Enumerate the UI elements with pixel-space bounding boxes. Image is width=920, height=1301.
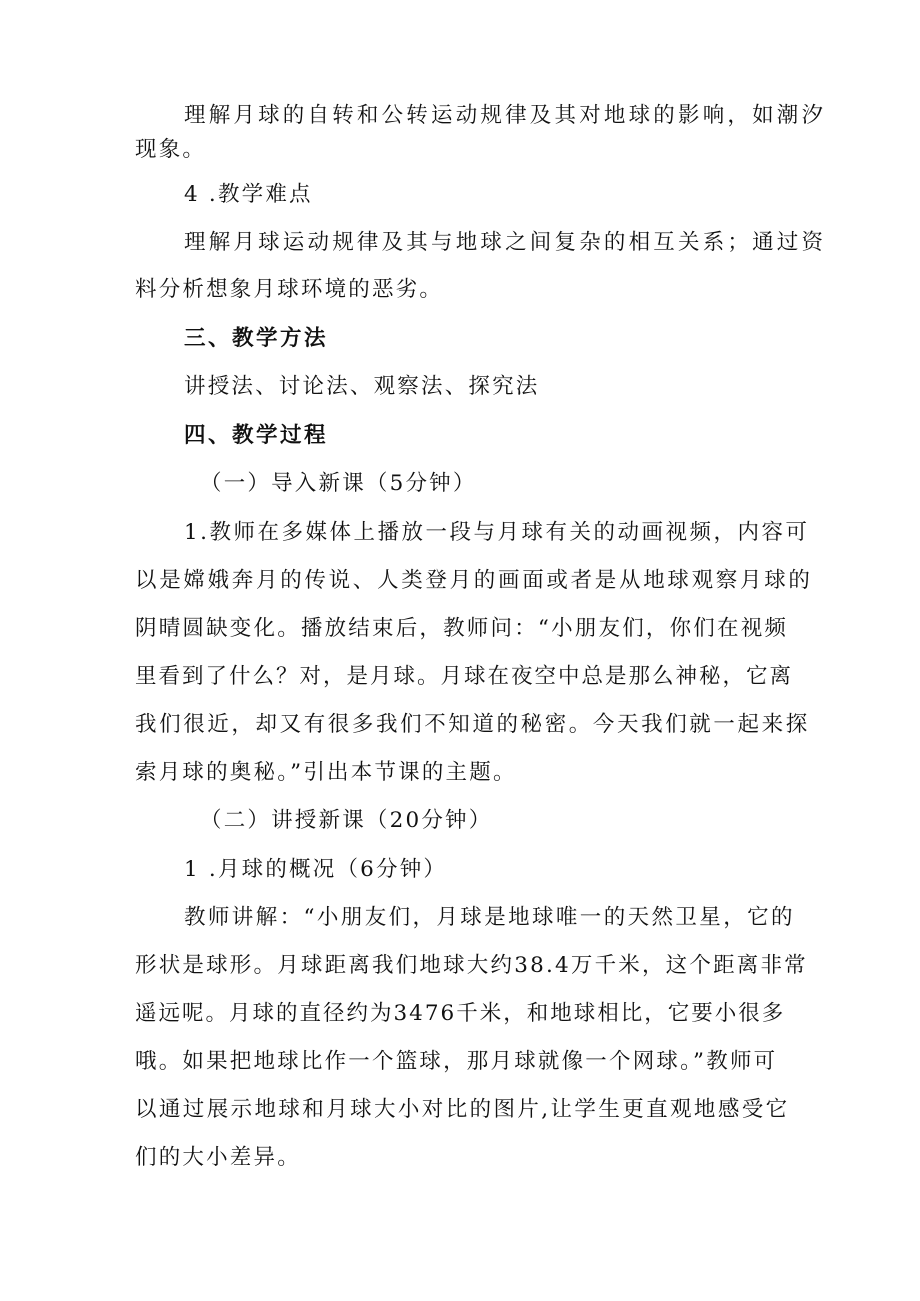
section-heading-teaching-difficulty: 4 .教学难点 bbox=[184, 182, 313, 207]
paragraph-line: 们的大小差异。 bbox=[135, 1145, 301, 1170]
paragraph-line: 哦。如果把地球比作一个篮球，那月球就像一个网球。”教师可 bbox=[135, 1049, 778, 1074]
subsection-heading-new-lesson: （二）讲授新课（20分钟） bbox=[200, 808, 493, 833]
paragraph-line: 理解月球的自转和公转运动规律及其对地球的影响，如潮汐 bbox=[184, 103, 827, 128]
subsection-heading-intro: （一）导入新课（5分钟） bbox=[200, 471, 477, 496]
paragraph-line: 以是嫦娥奔月的传说、人类登月的画面或者是从地球观察月球的 bbox=[135, 568, 813, 593]
paragraph-line: 以通过展示地球和月球大小对比的图片,让学生更直观地感受它 bbox=[135, 1097, 790, 1122]
paragraph-line: 教师讲解：“小朋友们，月球是地球唯一的天然卫星，它的 bbox=[184, 905, 795, 930]
paragraph-line: 索月球的奥秘。”引出本节课的主题。 bbox=[135, 760, 517, 785]
paragraph-line: 阴晴圆缺变化。播放结束后，教师问：“小朋友们，你们在视频 bbox=[135, 616, 789, 641]
paragraph-line: 形状是球形。月球距离我们地球大约38.4万千米，这个距离非常 bbox=[135, 953, 808, 978]
paragraph-line: 1.教师在多媒体上播放一段与月球有关的动画视频，内容可 bbox=[184, 520, 810, 545]
paragraph-line: 料分析想象月球环境的恶劣。 bbox=[135, 277, 444, 302]
section-heading-teaching-method: 三、教学方法 bbox=[184, 326, 329, 351]
paragraph-line: 我们很近，却又有很多我们不知道的秘密。今天我们就一起来探 bbox=[135, 712, 810, 737]
paragraph-line: 讲授法、讨论法、观察法、探究法 bbox=[184, 374, 540, 399]
paragraph-line: 遥远呢。月球的直径约为3476千米，和地球相比，它要小很多 bbox=[135, 1001, 786, 1026]
paragraph-line: 现象。 bbox=[135, 137, 207, 162]
section-heading-teaching-process: 四、教学过程 bbox=[184, 423, 329, 448]
subsection-heading-moon-overview: 1 .月球的概况（6分钟） bbox=[184, 857, 448, 882]
paragraph-line: 里看到了什么？对，是月球。月球在夜空中总是那么神秘，它离 bbox=[135, 664, 794, 689]
paragraph-line: 理解月球运动规律及其与地球之间复杂的相互关系；通过资 bbox=[184, 230, 827, 255]
